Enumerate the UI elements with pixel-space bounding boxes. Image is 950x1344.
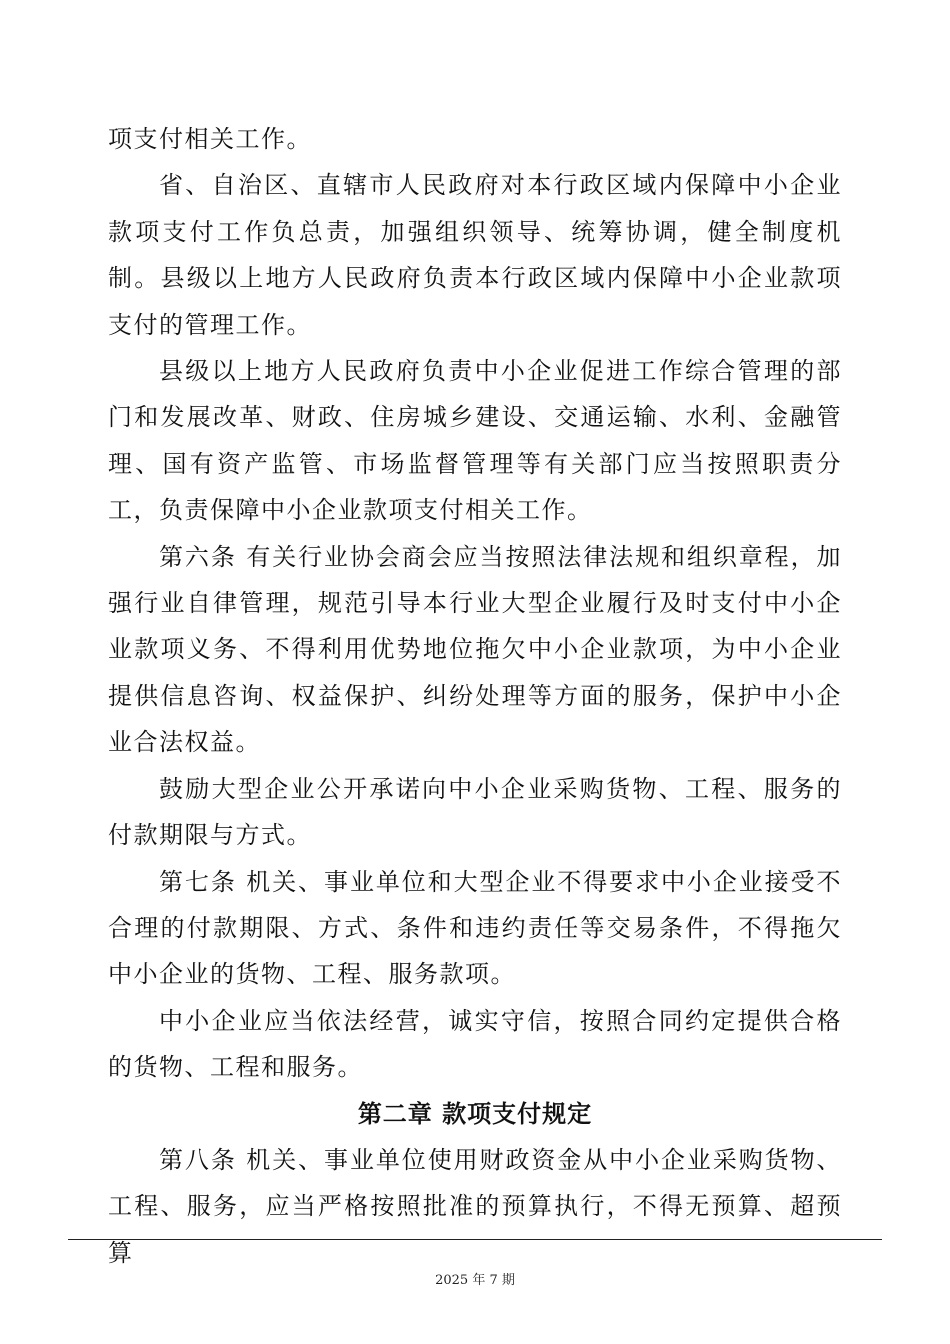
article-8-paragraph: 第八条 机关、事业单位使用财政资金从中小企业采购货物、工程、服务，应当严格按照批准的预算执行，不得无预算、超预算 [108,1145,842,1267]
paragraph-1: 项支付相关工作。 [108,125,312,153]
footer-issue: 2025 年 7 期 [435,1273,515,1288]
paragraph-2: 省、自治区、直辖市人民政府对本行政区域内保障中小企业款项支付工作负总责，加强组织领导、统筹协调，健全制度机制。县级以上地方人民政府负责本行政区域内保障中小企业款项支付的管理工作。 [108,171,842,339]
paragraph-3: 县级以上地方人民政府负责中小企业促进工作综合管理的部门和发展改革、财政、住房城乡建设、交通运输、水利、金融管理、国有资产监管、市场监督管理等有关部门应当按照职责分工，负责保障中小企业款项支付相关工作。 [108,357,842,525]
article-6-paragraph: 第六条 有关行业协会商会应当按照法律法规和组织章程，加强行业自律管理，规范引导本行业大型企业履行及时支付中小企业款项义务、不得利用优势地位拖欠中小企业款项，为中小企业提供信息咨询、权益保护、纠纷处理等方面的服务，保护中小企业合法权益。 [108,542,842,757]
paragraph-5: 鼓励大型企业公开承诺向中小企业采购货物、工程、服务的付款期限与方式。 [108,774,842,850]
document-body [108,116,842,1276]
chapter-heading: 第二章 款项支付规定 [357,1098,593,1128]
footer-divider [68,1239,882,1240]
article-7-paragraph: 第七条 机关、事业单位和大型企业不得要求中小企业接受不合理的付款期限、方式、条件和违约责任等交易条件，不得拖欠中小企业的货物、工程、服务款项。 [108,867,842,989]
paragraph-7: 中小企业应当依法经营，诚实守信，按照合同约定提供合格的货物、工程和服务。 [108,1006,842,1082]
